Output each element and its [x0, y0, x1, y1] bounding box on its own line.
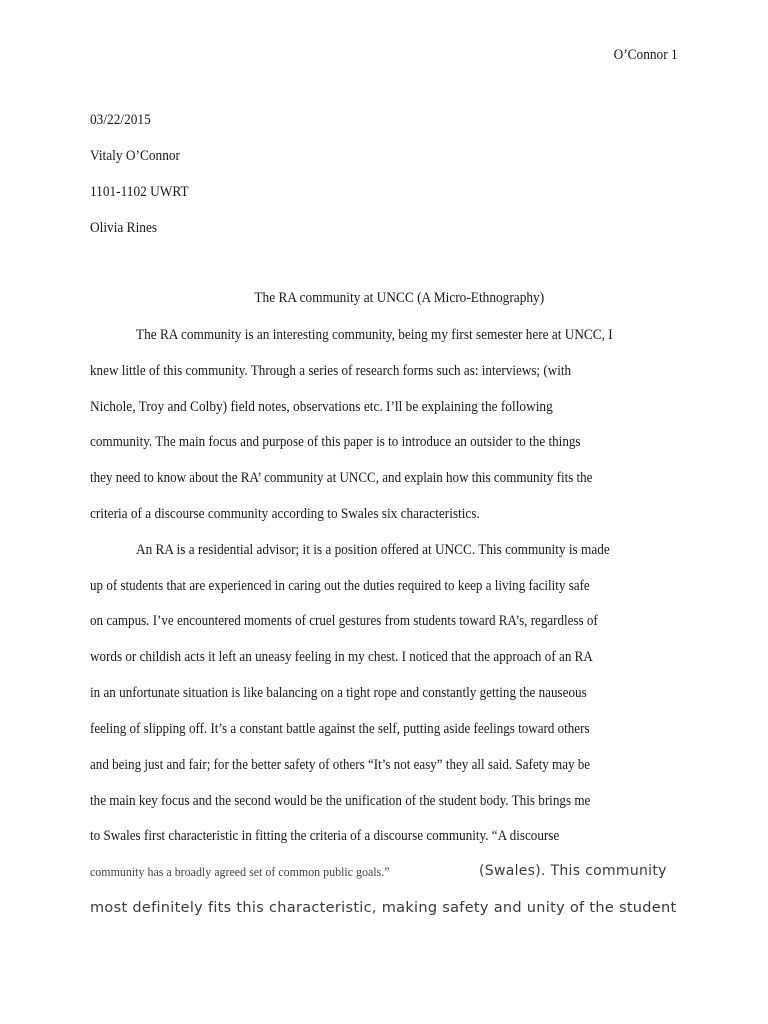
paragraph-line: and being just and fair; for the better safety of others “It’s not easy” they all said. Safety may be: [90, 757, 591, 773]
paragraph-line: up of students that are experienced in caring out the duties required to keep a living facility safe: [90, 578, 590, 594]
paragraph-line: criteria of a discourse community according to Swales six characteristics.: [90, 506, 480, 522]
date-line: 03/22/2015: [90, 112, 151, 128]
paragraph-line: on campus. I’ve encountered moments of cruel gestures from students toward RA’s, regardless of: [90, 613, 598, 629]
paragraph-line: [90, 828, 559, 845]
paragraph-line: words or childish acts it left an uneasy feeling in my chest. I noticed that the approach of an RA: [90, 649, 593, 665]
paragraph-line: in an unfortunate situation is like balancing on a tight rope and constantly getting the nauseous: [90, 685, 587, 701]
paragraph-line: feeling of slipping off. It’s a constant battle against the self, putting aside feelings toward others: [90, 721, 590, 737]
paragraph-line: An RA is a residential advisor; it is a position offered at UNCC. This community is made: [136, 542, 610, 558]
swales-citation: (Swales). This community: [479, 863, 667, 879]
paragraph-text: to Swales first characteristic in fitting the criteria of a discourse community. “A discourse: [90, 828, 560, 844]
paragraph-line: they need to know about the RA’ community at UNCC, and explain how this community fits the: [90, 470, 593, 486]
paper-title: The RA community at UNCC (A Micro-Ethnography): [254, 290, 545, 306]
paragraph-line-mixed: [90, 863, 667, 881]
paragraph-line: The RA community is an interesting community, being my first semester here at UNCC, I: [136, 327, 613, 343]
author-line: Vitaly O’Connor: [90, 148, 180, 164]
paragraph-line: most definitely fits this characteristic, making safety and unity of the student: [90, 900, 677, 916]
paragraph-line: community. The main focus and purpose of this paper is to introduce an outsider to the things: [90, 434, 581, 450]
course-line: 1101-1102 UWRT: [90, 184, 189, 200]
running-head: O’Connor 1: [613, 47, 678, 63]
swales-quote: community has a broadly agreed set of common public goals.”: [90, 864, 390, 879]
paragraph-line: Nichole, Troy and Colby) field notes, observations etc. I’ll be explaining the following: [90, 399, 553, 415]
instructor-line: Olivia Rines: [90, 220, 158, 236]
paragraph-line: the main key focus and the second would be the unification of the student body. This brings me: [90, 793, 591, 809]
paragraph-line: knew little of this community. Through a series of research forms such as: interviews; (with: [90, 363, 572, 379]
